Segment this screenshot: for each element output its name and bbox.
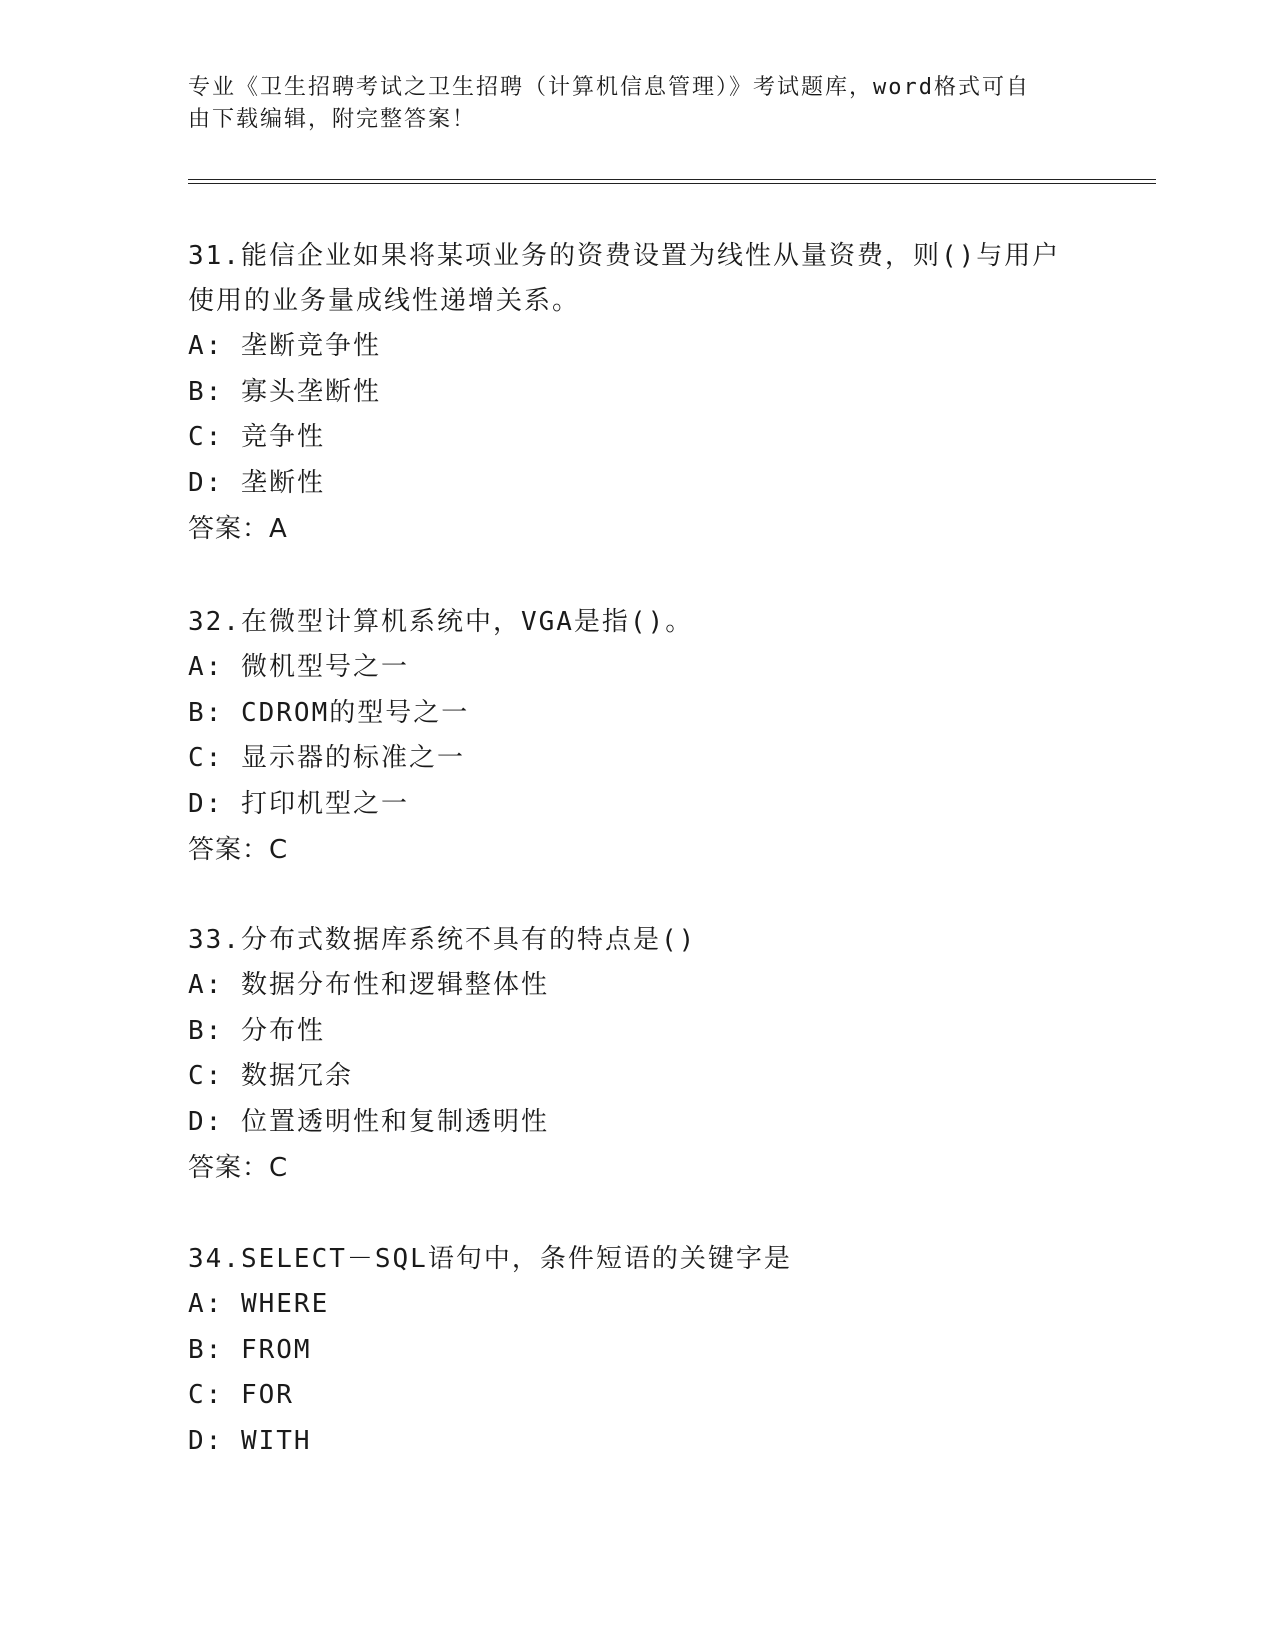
option-d: D: 位置透明性和复制透明性 — [188, 1106, 549, 1137]
question-34 — [188, 1237, 1088, 1464]
option-b: B: 分布性 — [188, 1015, 325, 1046]
document-header — [188, 72, 1068, 136]
question-33 — [188, 918, 1088, 1191]
option-b: B: 寡头垄断性 — [188, 376, 381, 407]
question-stem: 34.SELECT－SQL语句中，条件短语的关键字是 — [188, 1244, 792, 1274]
option-b: B: CDROM的型号之一 — [188, 697, 470, 728]
answer: 答案：C — [188, 1153, 289, 1183]
answer: 答案：C — [188, 835, 289, 865]
question-stem: 32.在微型计算机系统中，VGA是指()。 — [188, 607, 694, 637]
question-stem: 31.能信企业如果将某项业务的资费设置为线性从量资费，则()与用户 — [188, 241, 1061, 271]
question-stem-continued: 使用的业务量成线性递增关系。 — [188, 286, 581, 316]
option-c: C: 数据冗余 — [188, 1061, 353, 1091]
option-d: D: 垄断性 — [188, 467, 325, 498]
answer: 答案：A — [188, 514, 288, 544]
option-c: C: 显示器的标准之一 — [188, 743, 465, 773]
question-31 — [188, 234, 1088, 552]
header-divider-bottom — [188, 183, 1156, 184]
option-d: D: 打印机型之一 — [188, 788, 409, 819]
option-a: A: 垄断竞争性 — [188, 331, 381, 361]
option-c: C: 竞争性 — [188, 422, 325, 452]
header-line-1: 专业《卫生招聘考试之卫生招聘（计算机信息管理）》考试题库，word格式可自 — [188, 75, 1030, 100]
option-d: D: WITH — [188, 1425, 312, 1456]
option-a: A: WHERE — [188, 1289, 330, 1319]
option-b: B: FROM — [188, 1334, 312, 1365]
header-line-2: 由下载编辑，附完整答案！ — [188, 107, 477, 132]
option-a: A: 微机型号之一 — [188, 652, 409, 682]
option-c: C: FOR — [188, 1380, 294, 1410]
question-32 — [188, 600, 1088, 873]
question-stem: 33.分布式数据库系统不具有的特点是() — [188, 925, 697, 955]
option-a: A: 数据分布性和逻辑整体性 — [188, 970, 549, 1000]
header-divider-top — [188, 179, 1156, 180]
